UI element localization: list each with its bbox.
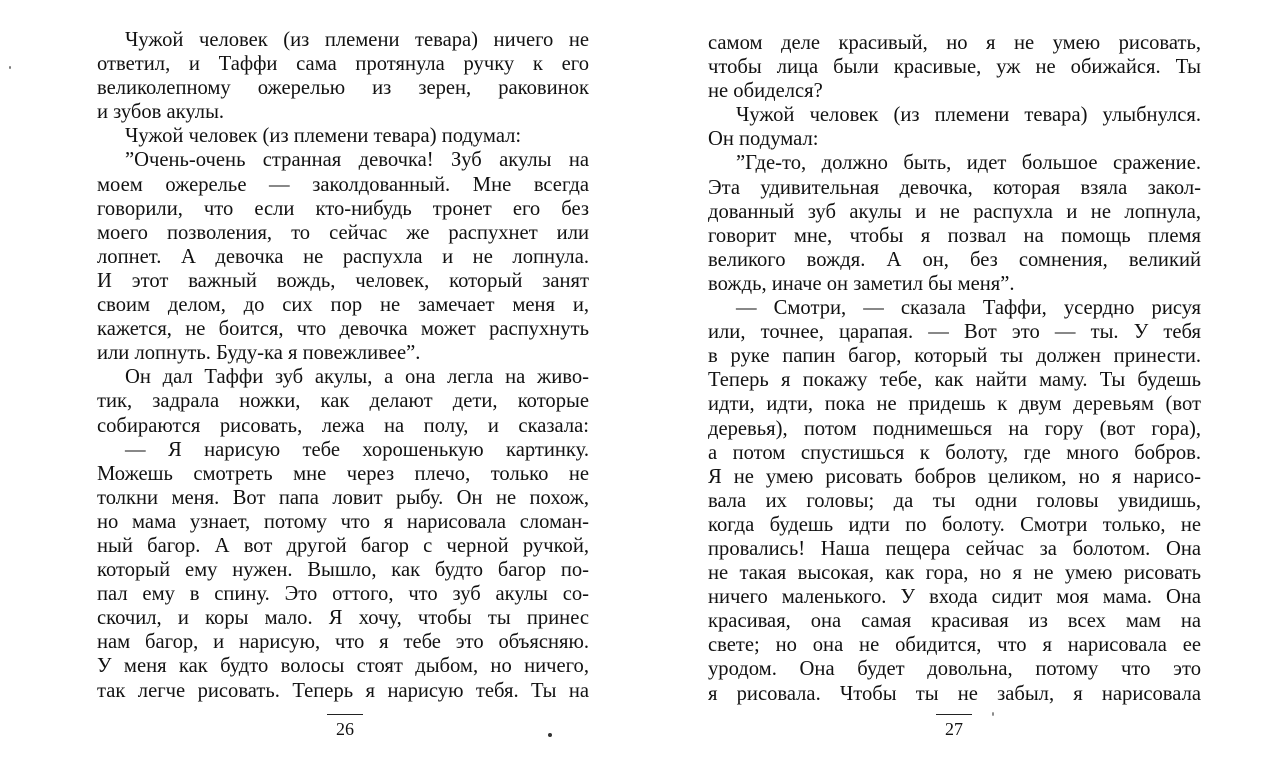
folio-rule [936, 714, 972, 715]
text-line: говорит мне, чтобы я позвал на помощь племя [708, 224, 1201, 247]
text-line: идти, идти, пока не придешь к двум деревьям (вот [708, 393, 1201, 416]
text-line: тик, задрала ножки, как делают дети, которые [97, 390, 589, 413]
text-line: или, точнее, царапая. — Вот это — ты. У тебя [708, 321, 1201, 344]
text-line: чтобы лица были красивые, уж не обижайся. Ты [708, 56, 1201, 79]
text-line: Он подумал: [708, 128, 819, 151]
text-line: когда будешь идти по болоту. Смотри только, не [708, 513, 1201, 536]
scan-speck [548, 733, 552, 737]
scan-speck [992, 712, 994, 716]
left-page-number-text: 26 [336, 719, 354, 739]
text-line: кажется, не боится, что девочка может распухнуть [97, 318, 589, 341]
text-line: провались! Наша пещера сейчас за болотом. Она [708, 537, 1201, 560]
text-line: дованный зуб акулы и не распухла и не лопнула, [708, 200, 1201, 223]
text-line: собираются рисовать, лежа на полу, и сказала: [97, 414, 589, 437]
text-line: не такая высокая, как гора, но я не умею рисовать [708, 562, 1201, 585]
text-line: Теперь я покажу тебе, как найти маму. Ты будешь [708, 369, 1201, 392]
text-line: вала их головы; да ты одни головы увидишь, [708, 489, 1201, 512]
text-line: толкни меня. Вот папа ловит рыбу. Он не похож, [97, 486, 589, 509]
text-line: ничего маленького. У входа сидит моя мама. Она [708, 586, 1201, 609]
text-line: — Я нарисую тебе хорошенькую картинку. [125, 438, 589, 461]
text-line: Я не умею рисовать бобров целиком, но я нарисо- [708, 465, 1201, 488]
text-line: но мама узнает, потому что я нарисовала сломан- [97, 510, 589, 533]
text-line: я рисовала. Чтобы ты не забыл, я нарисовала [708, 682, 1201, 705]
text-line: ”Очень-очень странная девочка! Зуб акулы на [125, 149, 589, 172]
text-line: красивая, она самая красивая из всех мам на [708, 610, 1201, 633]
text-line: лопнет. А девочка не распухла и не лопнула. [97, 245, 589, 268]
right-page [640, 0, 1280, 769]
text-line: У меня как будто волосы стоят дыбом, но ничего, [97, 655, 589, 678]
text-line: вождь, иначе он заметил бы меня”. [708, 272, 1015, 295]
text-line: самом деле красивый, но я не умею рисовать, [708, 32, 1201, 54]
text-line: или лопнуть. Буду-ка я повежливее”. [97, 342, 421, 365]
text-line: великолепному ожерелью из зерен, раковинок [97, 77, 589, 100]
text-line: Он дал Таффи зуб акулы, а она легла на живо- [125, 366, 589, 389]
left-page-number [325, 714, 365, 739]
text-line: моего позволения, то сейчас же распухнет или [97, 221, 589, 244]
text-line: Можешь смотреть мне через плечо, только не [97, 462, 589, 485]
text-line: пал ему в спину. Это оттого, что зуб акулы со- [97, 583, 589, 606]
right-page-text [708, 31, 1201, 706]
text-line: — Смотри, — сказала Таффи, усердно рисуя [736, 297, 1201, 320]
text-line: и зубов акулы. [97, 101, 225, 124]
text-line: своим делом, до сих пор не замечает меня и, [97, 294, 589, 317]
text-line: деревья), потом поднимешься на гору (вот гора), [708, 417, 1201, 440]
text-line: нам багор, и нарисую, что я тебе это объясняю. [97, 631, 589, 654]
text-line: свете; но она не обидится, что я нарисовала ее [708, 634, 1201, 657]
text-line: Чужой человек (из племени тевара) подумал: [125, 125, 522, 148]
text-line: Чужой человек (из племени тевара) улыбнулся. [736, 104, 1201, 127]
text-line: в руке папин багор, который ты должен принести. [708, 345, 1201, 368]
right-page-number-text: 27 [945, 719, 963, 739]
text-line: так легче рисовать. Теперь я нарисую тебя. Ты на [97, 679, 589, 702]
text-line: моем ожерелье — заколдованный. Мне всегда [97, 173, 589, 196]
text-line: Эта удивительная девочка, которая взяла закол- [708, 176, 1201, 199]
text-line: великого вождя. А он, без сомнения, великий [708, 248, 1201, 271]
left-page-text [97, 28, 589, 703]
scan-speck [9, 66, 11, 69]
text-line: который ему нужен. Вышло, как будто багор по- [97, 559, 589, 582]
text-line: Чужой человек (из племени тевара) ничего не [125, 29, 589, 51]
text-line: говорили, что если кто-нибудь тронет его без [97, 197, 589, 220]
text-line: ”Где-то, должно быть, идет большое сражение. [736, 152, 1201, 175]
text-line: ответил, и Таффи сама протянула ручку к его [97, 53, 589, 76]
text-line: а потом спустишься к болоту, где много бобров. [708, 441, 1201, 464]
text-line: не обиделся? [708, 80, 823, 103]
text-line: скочил, и коры мало. Я хочу, чтобы ты принес [97, 607, 589, 630]
text-line: уродом. Она будет довольна, потому что это [708, 658, 1201, 681]
text-line: И этот важный вождь, человек, который занят [97, 269, 589, 292]
right-page-number [934, 714, 974, 739]
folio-rule [327, 714, 363, 715]
text-line: ный багор. А вот другой багор с черной ручкой, [97, 534, 589, 557]
